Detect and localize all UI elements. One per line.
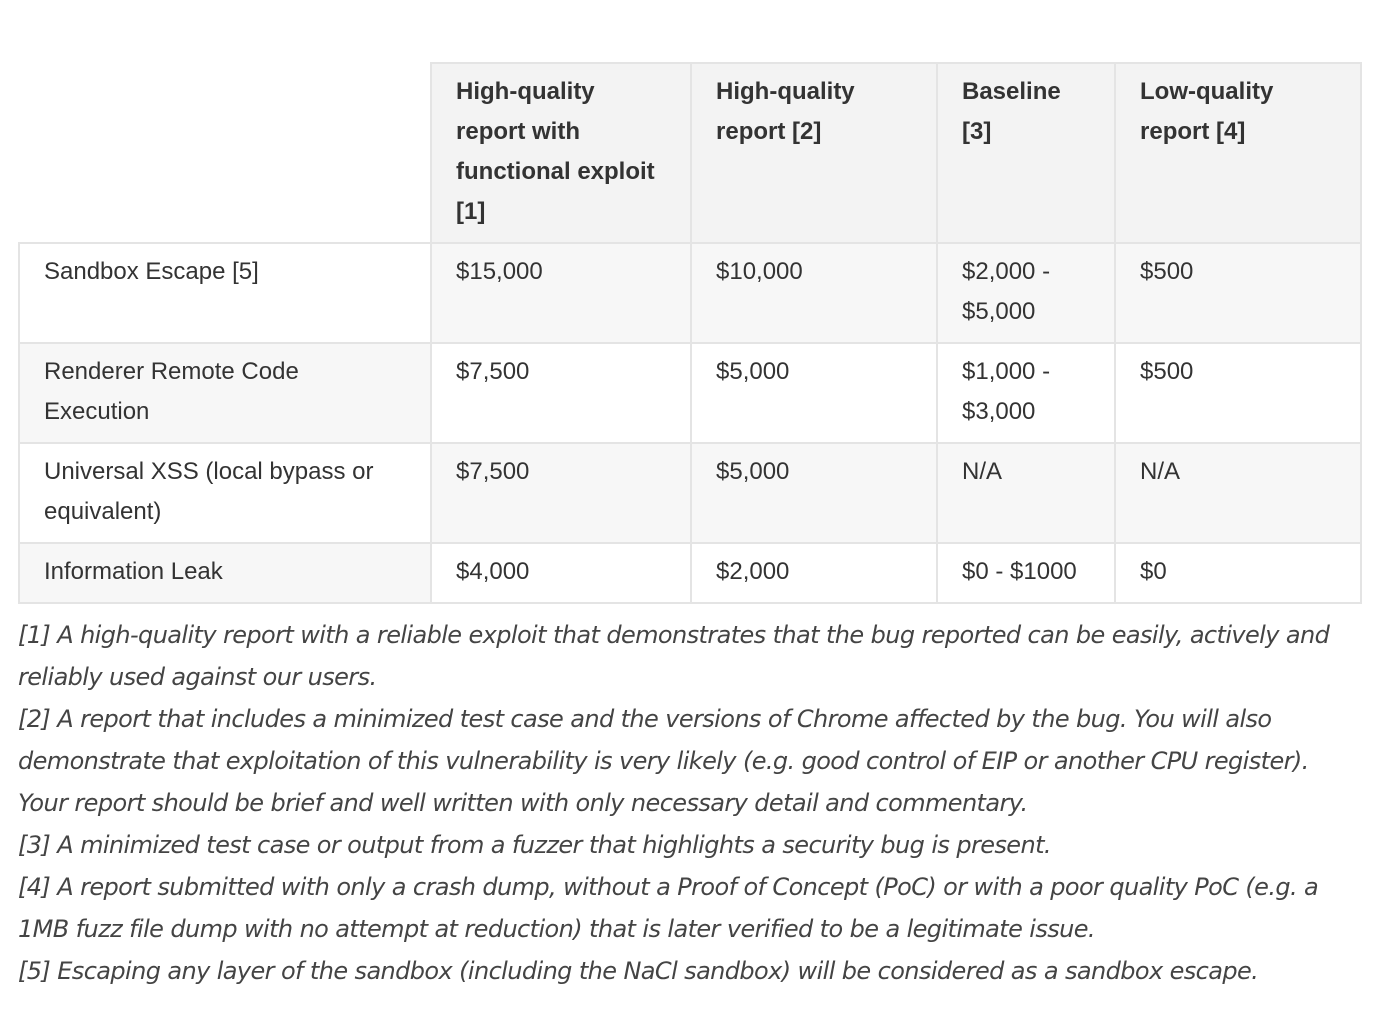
footnote-3: [3] A minimized test case or output from a fuzzer that highlights a security bug is present. [18,831,1051,859]
table-cell: $0 - $1000 [937,543,1115,603]
table-row [19,243,1361,343]
header-baseline: Baseline [3] [937,63,1115,243]
table-cell: $5,000 [691,443,937,543]
footnote-4: [4] A report submitted with only a crash dump, without a Proof of Concept (PoC) or with a poor quality PoC (e.g. a 1MB fuzz file dump with no attempt at reduction) that is later verified to be a legitimate issue. [18,873,1319,943]
table-cell: N/A [1115,443,1361,543]
footnote-1: [1] A high-quality report with a reliable exploit that demonstrates that the bug reported can be easily, actively and reliably used against our users. [18,621,1330,691]
table-cell: $500 [1115,343,1361,443]
header-corner-cell [19,63,431,243]
table-header [19,63,1361,243]
row-label-information-leak: Information Leak [19,543,431,603]
header-low-quality: Low-quality report [4] [1115,63,1361,243]
footnote-5: [5] Escaping any layer of the sandbox (including the NaCl sandbox) will be considered as a sandbox escape. [18,957,1259,985]
table-cell: N/A [937,443,1115,543]
table-cell: $500 [1115,243,1361,343]
table-cell: $10,000 [691,243,937,343]
row-label-renderer-rce: Renderer Remote Code Execution [19,343,431,443]
header-high-quality-exploit: High-quality report with functional exploit [1] [431,63,691,243]
rewards-table [18,62,1362,604]
table-cell: $4,000 [431,543,691,603]
footnotes [18,614,1360,992]
header-high-quality: High-quality report [2] [691,63,937,243]
table-cell: $15,000 [431,243,691,343]
footnote-2: [2] A report that includes a minimized test case and the versions of Chrome affected by the bug. You will also demonstrate that exploitation of this vulnerability is very likely (e.g. good control of EIP or another CPU register). Your report should be brief and well written with only necessary detail and commentary. [18,705,1309,817]
table-cell: $0 [1115,543,1361,603]
table-cell: $2,000 [691,543,937,603]
row-label-universal-xss: Universal XSS (local bypass or equivalent) [19,443,431,543]
table-cell: $1,000 - $3,000 [937,343,1115,443]
table-cell: $7,500 [431,443,691,543]
header-row [19,63,1361,243]
table-row [19,443,1361,543]
table-cell: $2,000 - $5,000 [937,243,1115,343]
table-row [19,543,1361,603]
row-label-sandbox-escape: Sandbox Escape [5] [19,243,431,343]
table-body [19,243,1361,603]
table-row [19,343,1361,443]
table-cell: $5,000 [691,343,937,443]
table-cell: $7,500 [431,343,691,443]
